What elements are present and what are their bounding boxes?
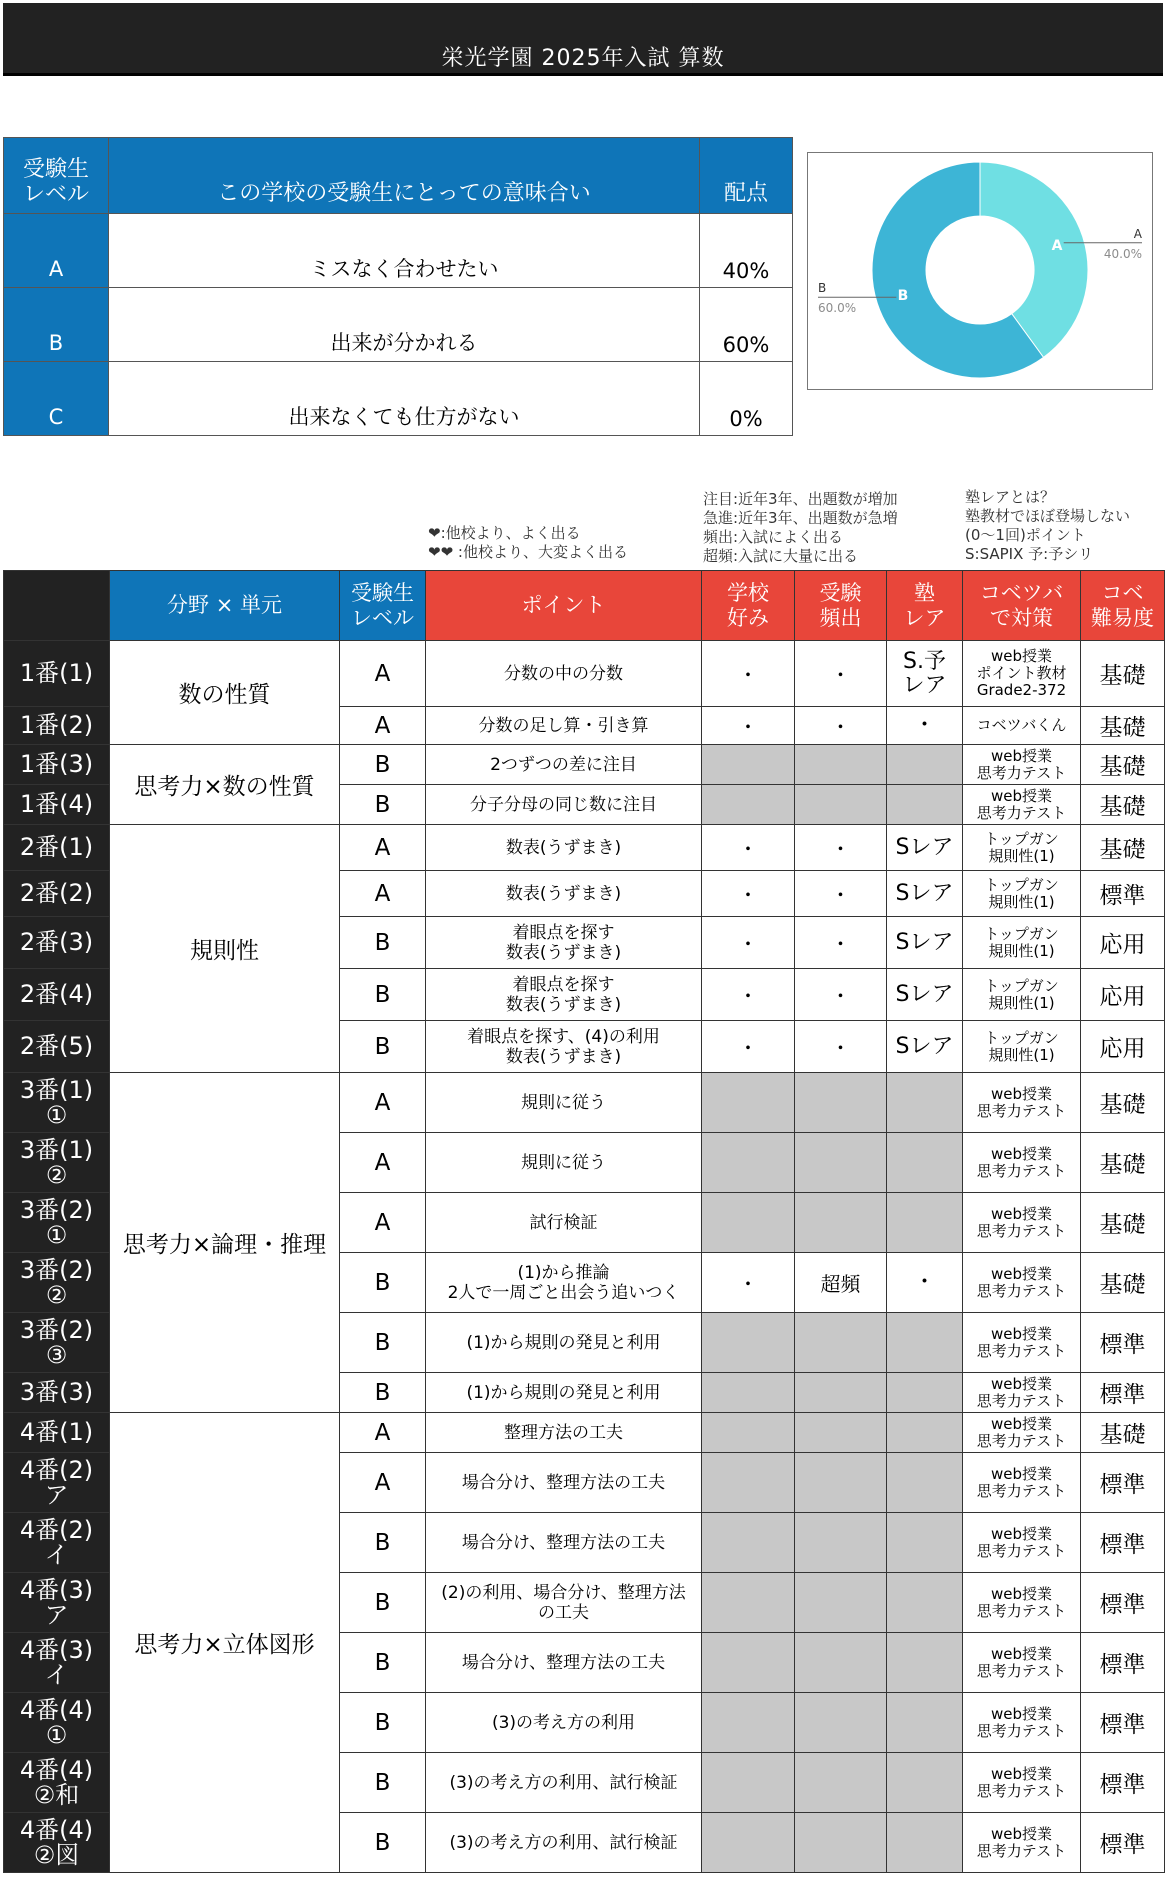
question-number: 1番(3)	[4, 745, 110, 785]
summary-table	[3, 137, 793, 436]
level-cell: A	[340, 1073, 426, 1133]
juku-rare-cell	[887, 1413, 963, 1453]
point-cell: 規則に従う	[426, 1133, 702, 1193]
difficulty-cell: 標準	[1081, 1513, 1165, 1573]
exam-frequency-cell: ・	[795, 641, 887, 707]
difficulty-cell: 標準	[1081, 1753, 1165, 1813]
level-cell: B	[340, 1573, 426, 1633]
summary-header-level: 受験生 レベル	[4, 138, 109, 214]
level-cell: A	[340, 1133, 426, 1193]
exam-frequency-cell	[795, 1753, 887, 1813]
difficulty-cell: 応用	[1081, 1021, 1165, 1073]
point-cell: 着眼点を探す 数表(うずまき)	[426, 917, 702, 969]
level-cell: B	[340, 785, 426, 825]
summary-row	[4, 362, 793, 436]
exam-frequency-cell	[795, 1513, 887, 1573]
exam-frequency-cell: 超頻	[795, 1253, 887, 1313]
point-cell: 分数の中の分数	[426, 641, 702, 707]
kobetsu-resource-cell: web授業 思考力テスト	[963, 1513, 1081, 1573]
juku-rare-cell: Sレア	[887, 917, 963, 969]
difficulty-cell: 標準	[1081, 871, 1165, 917]
level-cell: A	[340, 1413, 426, 1453]
level-cell: A	[340, 1193, 426, 1253]
exam-frequency-cell	[795, 1313, 887, 1373]
school-preference-cell: ・	[702, 1021, 795, 1073]
heart-legend-note: ❤:他校より、よく出る ❤❤ :他校より、大変よく出る	[428, 524, 628, 561]
level-cell: A	[340, 825, 426, 871]
school-preference-cell: ・	[702, 969, 795, 1021]
exam-frequency-cell	[795, 1633, 887, 1693]
kobetsu-resource-cell: web授業 思考力テスト	[963, 1753, 1081, 1813]
analysis-row	[4, 1413, 1165, 1453]
summary-header-meaning: この学校の受験生にとっての意味合い	[109, 138, 700, 214]
juku-rare-cell	[887, 1313, 963, 1373]
school-preference-cell: ・	[702, 871, 795, 917]
exam-frequency-cell	[795, 785, 887, 825]
point-cell: 整理方法の工夫	[426, 1413, 702, 1453]
point-cell: (1)から規則の発見と利用	[426, 1373, 702, 1413]
header-blank	[4, 571, 110, 641]
juku-rare-cell	[887, 1813, 963, 1873]
juku-rare-cell	[887, 785, 963, 825]
school-preference-cell	[702, 1753, 795, 1813]
point-cell: 場合分け、整理方法の工夫	[426, 1513, 702, 1573]
summary-points: 0%	[700, 362, 793, 436]
school-preference-cell	[702, 1073, 795, 1133]
difficulty-cell: 標準	[1081, 1373, 1165, 1413]
point-cell: 着眼点を探す、(4)の利用 数表(うずまき)	[426, 1021, 702, 1073]
question-number: 3番(1) ②	[4, 1133, 110, 1193]
kobetsu-resource-cell: web授業 思考力テスト	[963, 1813, 1081, 1873]
summary-level: A	[4, 214, 109, 288]
question-number: 3番(1) ①	[4, 1073, 110, 1133]
exam-frequency-cell	[795, 1193, 887, 1253]
summary-level: B	[4, 288, 109, 362]
difficulty-cell: 応用	[1081, 969, 1165, 1021]
point-cell: (2)の利用、場合分け、整理方法 の工夫	[426, 1573, 702, 1633]
question-number: 4番(4) ①	[4, 1693, 110, 1753]
school-preference-cell: ・	[702, 641, 795, 707]
header-juku: 塾 レア	[887, 571, 963, 641]
point-cell: 数表(うずまき)	[426, 825, 702, 871]
question-number: 4番(3) ア	[4, 1573, 110, 1633]
question-number: 2番(2)	[4, 871, 110, 917]
school-preference-cell: ・	[702, 917, 795, 969]
question-number: 4番(2) イ	[4, 1513, 110, 1573]
juku-rare-cell	[887, 1573, 963, 1633]
level-cell: A	[340, 1453, 426, 1513]
school-preference-cell	[702, 1373, 795, 1413]
level-cell: B	[340, 1693, 426, 1753]
point-cell: 場合分け、整理方法の工夫	[426, 1633, 702, 1693]
level-cell: B	[340, 1021, 426, 1073]
school-preference-cell	[702, 1313, 795, 1373]
point-cell: 分子分母の同じ数に注目	[426, 785, 702, 825]
question-number: 2番(5)	[4, 1021, 110, 1073]
analysis-table	[3, 570, 1165, 1873]
summary-header-row	[4, 138, 793, 214]
summary-meaning: ミスなく合わせたい	[109, 214, 700, 288]
juku-rare-cell: Sレア	[887, 825, 963, 871]
analysis-row	[4, 825, 1165, 871]
kobetsu-resource-cell: web授業 思考力テスト	[963, 785, 1081, 825]
header-difficulty: コベ 難易度	[1081, 571, 1165, 641]
question-number: 3番(3)	[4, 1373, 110, 1413]
exam-frequency-cell: ・	[795, 917, 887, 969]
field-unit-cell: 思考力×論理・推理	[110, 1073, 340, 1413]
kobetsu-resource-cell: web授業 思考力テスト	[963, 1453, 1081, 1513]
difficulty-cell: 基礎	[1081, 707, 1165, 745]
difficulty-cell: 基礎	[1081, 1253, 1165, 1313]
header-school: 学校 好み	[702, 571, 795, 641]
juku-rare-cell: Sレア	[887, 969, 963, 1021]
level-cell: B	[340, 917, 426, 969]
level-cell: B	[340, 1253, 426, 1313]
difficulty-cell: 標準	[1081, 1693, 1165, 1753]
question-number: 4番(2) ア	[4, 1453, 110, 1513]
kobetsu-resource-cell: web授業 思考力テスト	[963, 1413, 1081, 1453]
exam-frequency-cell	[795, 1373, 887, 1413]
kobetsu-resource-cell: トップガン 規則性(1)	[963, 1021, 1081, 1073]
header-kobetsu: コベツバ で対策	[963, 571, 1081, 641]
title-bar	[3, 3, 1163, 76]
point-cell: (3)の考え方の利用、試行検証	[426, 1753, 702, 1813]
kobetsu-resource-cell: コベツバくん	[963, 707, 1081, 745]
exam-frequency-cell: ・	[795, 707, 887, 745]
juku-rare-cell	[887, 1453, 963, 1513]
difficulty-cell: 基礎	[1081, 785, 1165, 825]
kobetsu-resource-cell: web授業 思考力テスト	[963, 1693, 1081, 1753]
donut-inner-label-B: B	[897, 288, 909, 305]
exam-frequency-cell: ・	[795, 969, 887, 1021]
question-number: 2番(1)	[4, 825, 110, 871]
field-unit-cell: 規則性	[110, 825, 340, 1073]
point-cell: (1)から規則の発見と利用	[426, 1313, 702, 1373]
point-cell: (1)から推論 2人で一周ごと出会う追いつく	[426, 1253, 702, 1313]
analysis-row	[4, 641, 1165, 707]
school-preference-cell	[702, 785, 795, 825]
page-title: 栄光学園 2025年入試 算数	[441, 46, 725, 71]
difficulty-cell: 基礎	[1081, 1073, 1165, 1133]
point-cell: 規則に従う	[426, 1073, 702, 1133]
school-preference-cell	[702, 1633, 795, 1693]
kobetsu-resource-cell: web授業 思考力テスト	[963, 1313, 1081, 1373]
summary-row	[4, 288, 793, 362]
donut-callout-name-A: A	[1133, 226, 1142, 241]
donut-callout-value-A: 40.0%	[1103, 246, 1142, 261]
juku-rare-note: 塾レアとは？ 塾教材でほぼ登場しない (0〜1回)ポイント S:SAPIX 予:予シリ	[965, 488, 1131, 563]
field-unit-cell: 思考力×数の性質	[110, 745, 340, 825]
frequency-legend-note: 注目:近年3年、出題数が増加 急進:近年3年、出題数が急増 頻出:入試によく出る 超頻:入試に大量に出る	[703, 490, 898, 565]
donut-inner-label-A: A	[1051, 237, 1063, 254]
kobetsu-resource-cell: web授業 ポイント教材 Grade2-372	[963, 641, 1081, 707]
question-number: 3番(2) ③	[4, 1313, 110, 1373]
donut-svg	[808, 153, 1152, 389]
kobetsu-resource-cell: トップガン 規則性(1)	[963, 871, 1081, 917]
level-cell: B	[340, 1633, 426, 1693]
school-preference-cell	[702, 1413, 795, 1453]
kobetsu-resource-cell: web授業 思考力テスト	[963, 745, 1081, 785]
question-number: 3番(2) ②	[4, 1253, 110, 1313]
summary-header-points: 配点	[700, 138, 793, 214]
exam-frequency-cell	[795, 1133, 887, 1193]
juku-rare-cell	[887, 1193, 963, 1253]
field-unit-cell: 数の性質	[110, 641, 340, 745]
school-preference-cell	[702, 1453, 795, 1513]
kobetsu-resource-cell: web授業 思考力テスト	[963, 1133, 1081, 1193]
kobetsu-resource-cell: web授業 思考力テスト	[963, 1193, 1081, 1253]
juku-rare-cell	[887, 1073, 963, 1133]
level-cell: B	[340, 745, 426, 785]
question-number: 3番(2) ①	[4, 1193, 110, 1253]
level-cell: A	[340, 871, 426, 917]
kobetsu-resource-cell: web授業 思考力テスト	[963, 1373, 1081, 1413]
school-preference-cell	[702, 1813, 795, 1873]
summary-points: 60%	[700, 288, 793, 362]
question-number: 4番(4) ②図	[4, 1813, 110, 1873]
header-field: 分野 × 単元	[110, 571, 340, 641]
kobetsu-resource-cell: web授業 思考力テスト	[963, 1253, 1081, 1313]
question-number: 2番(4)	[4, 969, 110, 1021]
header-point: ポイント	[426, 571, 702, 641]
school-preference-cell	[702, 1133, 795, 1193]
question-number: 1番(2)	[4, 707, 110, 745]
kobetsu-resource-cell: トップガン 規則性(1)	[963, 969, 1081, 1021]
juku-rare-cell: ・	[887, 707, 963, 745]
juku-rare-cell	[887, 1693, 963, 1753]
summary-level: C	[4, 362, 109, 436]
exam-frequency-cell	[795, 1073, 887, 1133]
exam-frequency-cell: ・	[795, 871, 887, 917]
donut-callout-name-B: B	[818, 281, 827, 296]
point-cell: (3)の考え方の利用、試行検証	[426, 1813, 702, 1873]
exam-frequency-cell	[795, 745, 887, 785]
level-cell: A	[340, 641, 426, 707]
summary-meaning: 出来が分かれる	[109, 288, 700, 362]
juku-rare-cell	[887, 1373, 963, 1413]
summary-row	[4, 214, 793, 288]
exam-frequency-cell	[795, 1453, 887, 1513]
exam-frequency-cell: ・	[795, 825, 887, 871]
point-cell: (3)の考え方の利用	[426, 1693, 702, 1753]
point-cell: 数表(うずまき)	[426, 871, 702, 917]
difficulty-cell: 基礎	[1081, 745, 1165, 785]
level-cell: A	[340, 707, 426, 745]
school-preference-cell	[702, 745, 795, 785]
exam-frequency-cell	[795, 1413, 887, 1453]
difficulty-cell: 標準	[1081, 1813, 1165, 1873]
level-cell: B	[340, 1313, 426, 1373]
analysis-row	[4, 1073, 1165, 1133]
level-cell: B	[340, 969, 426, 1021]
question-number: 4番(1)	[4, 1413, 110, 1453]
exam-frequency-cell	[795, 1693, 887, 1753]
juku-rare-cell	[887, 1133, 963, 1193]
point-cell: 分数の足し算・引き算	[426, 707, 702, 745]
level-cell: B	[340, 1813, 426, 1873]
level-cell: B	[340, 1373, 426, 1413]
juku-rare-cell	[887, 1753, 963, 1813]
question-number: 4番(3) イ	[4, 1633, 110, 1693]
juku-rare-cell	[887, 1633, 963, 1693]
school-preference-cell	[702, 1573, 795, 1633]
difficulty-cell: 基礎	[1081, 1413, 1165, 1453]
school-preference-cell	[702, 1513, 795, 1573]
field-unit-cell: 思考力×立体図形	[110, 1413, 340, 1873]
difficulty-cell: 基礎	[1081, 641, 1165, 707]
difficulty-cell: 標準	[1081, 1453, 1165, 1513]
school-preference-cell: ・	[702, 707, 795, 745]
difficulty-cell: 基礎	[1081, 1133, 1165, 1193]
exam-frequency-cell	[795, 1813, 887, 1873]
juku-rare-cell: S.予 レア	[887, 641, 963, 707]
school-preference-cell: ・	[702, 1253, 795, 1313]
difficulty-cell: 標準	[1081, 1633, 1165, 1693]
question-number: 2番(3)	[4, 917, 110, 969]
header-freq: 受験 頻出	[795, 571, 887, 641]
school-preference-cell: ・	[702, 825, 795, 871]
kobetsu-resource-cell: web授業 思考力テスト	[963, 1073, 1081, 1133]
difficulty-cell: 基礎	[1081, 825, 1165, 871]
question-number: 4番(4) ②和	[4, 1753, 110, 1813]
point-cell: 着眼点を探す 数表(うずまき)	[426, 969, 702, 1021]
donut-callout-value-B: 60.0%	[818, 301, 857, 316]
juku-rare-cell: Sレア	[887, 871, 963, 917]
exam-frequency-cell: ・	[795, 1021, 887, 1073]
question-number: 1番(4)	[4, 785, 110, 825]
school-preference-cell	[702, 1693, 795, 1753]
juku-rare-cell	[887, 745, 963, 785]
analysis-row	[4, 745, 1165, 785]
juku-rare-cell	[887, 1513, 963, 1573]
summary-meaning: 出来なくても仕方がない	[109, 362, 700, 436]
kobetsu-resource-cell: トップガン 規則性(1)	[963, 825, 1081, 871]
difficulty-cell: 基礎	[1081, 1193, 1165, 1253]
kobetsu-resource-cell: web授業 思考力テスト	[963, 1573, 1081, 1633]
difficulty-cell: 標準	[1081, 1573, 1165, 1633]
header-level: 受験生 レベル	[340, 571, 426, 641]
point-cell: 2つずつの差に注目	[426, 745, 702, 785]
point-cell: 試行検証	[426, 1193, 702, 1253]
score-donut-chart	[807, 152, 1153, 390]
summary-points: 40%	[700, 214, 793, 288]
juku-rare-cell: Sレア	[887, 1021, 963, 1073]
level-cell: B	[340, 1513, 426, 1573]
exam-frequency-cell	[795, 1573, 887, 1633]
point-cell: 場合分け、整理方法の工夫	[426, 1453, 702, 1513]
level-cell: B	[340, 1753, 426, 1813]
kobetsu-resource-cell: トップガン 規則性(1)	[963, 917, 1081, 969]
juku-rare-cell: ・	[887, 1253, 963, 1313]
difficulty-cell: 応用	[1081, 917, 1165, 969]
analysis-header-row	[4, 571, 1165, 641]
question-number: 1番(1)	[4, 641, 110, 707]
difficulty-cell: 標準	[1081, 1313, 1165, 1373]
kobetsu-resource-cell: web授業 思考力テスト	[963, 1633, 1081, 1693]
school-preference-cell	[702, 1193, 795, 1253]
